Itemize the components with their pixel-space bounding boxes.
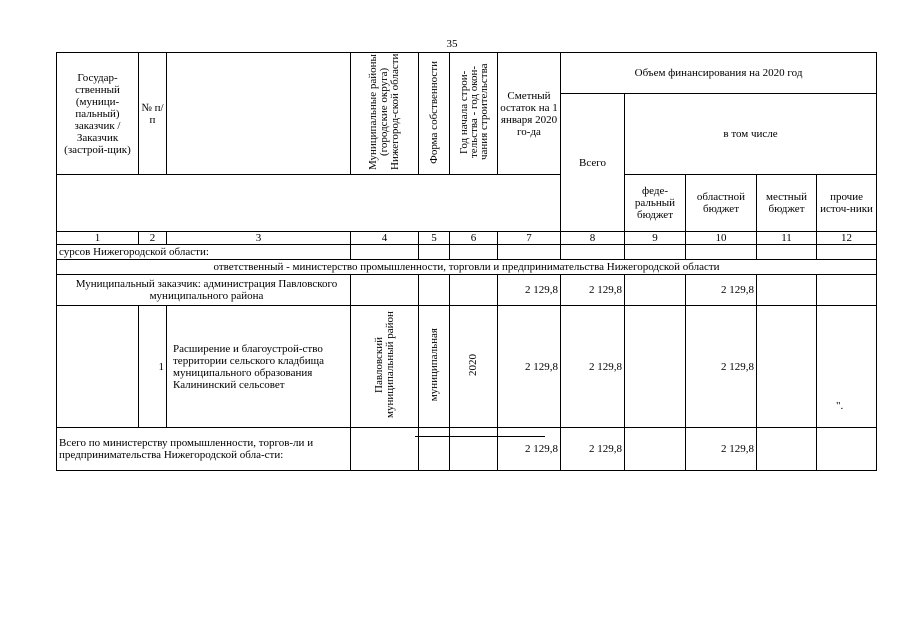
total-label: Всего по министерству промышленности, торгов-ли и предпринимательства Нижегородской обла-сти: [57, 428, 351, 471]
header-customer: Государ-ственный (муници-пальный) заказчик / Заказчик (застрой-щик) [57, 53, 139, 175]
colnum-12: 12 [817, 232, 877, 245]
customer-total: 2 129,8 [561, 275, 625, 306]
header-ownership [419, 53, 450, 175]
header-regional: областной бюджет [686, 175, 757, 232]
end-quote-mark: ". [836, 400, 844, 412]
header-ownership-text: Форма собственности [427, 60, 440, 164]
project-smeta: 2 129,8 [498, 306, 561, 428]
colnum-2: 2 [139, 232, 167, 245]
project-ownership [419, 306, 450, 428]
project-name: Расширение и благоустрой-ство территории сельского кладбища муниципального образования Калининский сельсовет [167, 306, 351, 428]
colnum-5: 5 [419, 232, 450, 245]
header-federal: феде-ральный бюджет [625, 175, 686, 232]
resources-row: сурсов Нижегородской области: [57, 245, 351, 260]
colnum-11: 11 [757, 232, 817, 245]
project-regional: 2 129,8 [686, 306, 757, 428]
header-districts-text: Муниципальные районы (городские округа) Нижегород-ской области [367, 53, 401, 171]
header-col3 [167, 53, 351, 175]
total-smeta: 2 129,8 [498, 428, 561, 471]
header-districts [351, 53, 419, 175]
colnum-4: 4 [351, 232, 419, 245]
project-district [351, 306, 419, 428]
colnum-7: 7 [498, 232, 561, 245]
separator-line [415, 436, 545, 437]
colnum-1: 1 [57, 232, 139, 245]
project-year-text: 2020 [467, 354, 479, 376]
page-number: 35 [446, 38, 458, 50]
colnum-10: 10 [686, 232, 757, 245]
colnum-9: 9 [625, 232, 686, 245]
project-year [450, 306, 498, 428]
header-other: прочие источ-ники [817, 175, 877, 232]
total-total: 2 129,8 [561, 428, 625, 471]
header-spacer [57, 175, 561, 232]
customer-label: Муниципальный заказчик: администрация Павловского муниципального района [57, 275, 351, 306]
header-local: местный бюджет [757, 175, 817, 232]
header-including: в том числе [625, 94, 877, 175]
investment-table [56, 52, 877, 471]
header-funding: Объем финансирования на 2020 год [561, 53, 877, 94]
header-years [450, 53, 498, 175]
header-years-text: Год начала строи-тельства - год окон-чания строительства [457, 63, 490, 161]
customer-regional: 2 129,8 [686, 275, 757, 306]
colnum-6: 6 [450, 232, 498, 245]
project-ownership-text: муниципальная [427, 328, 440, 402]
responsible-row: ответственный - министерство промышленности, торговли и предпринимательства Нижегородской области [57, 260, 877, 275]
project-total: 2 129,8 [561, 306, 625, 428]
colnum-3: 3 [167, 232, 351, 245]
project-number: 1 [139, 306, 167, 428]
project-district-text: Павловский муниципальный район [372, 311, 396, 419]
header-total: Всего [561, 94, 625, 232]
header-number: № п/п [139, 53, 167, 175]
customer-smeta: 2 129,8 [498, 275, 561, 306]
colnum-8: 8 [561, 232, 625, 245]
total-regional: 2 129,8 [686, 428, 757, 471]
header-smeta: Сметный остаток на 1 января 2020 го-да [498, 53, 561, 175]
